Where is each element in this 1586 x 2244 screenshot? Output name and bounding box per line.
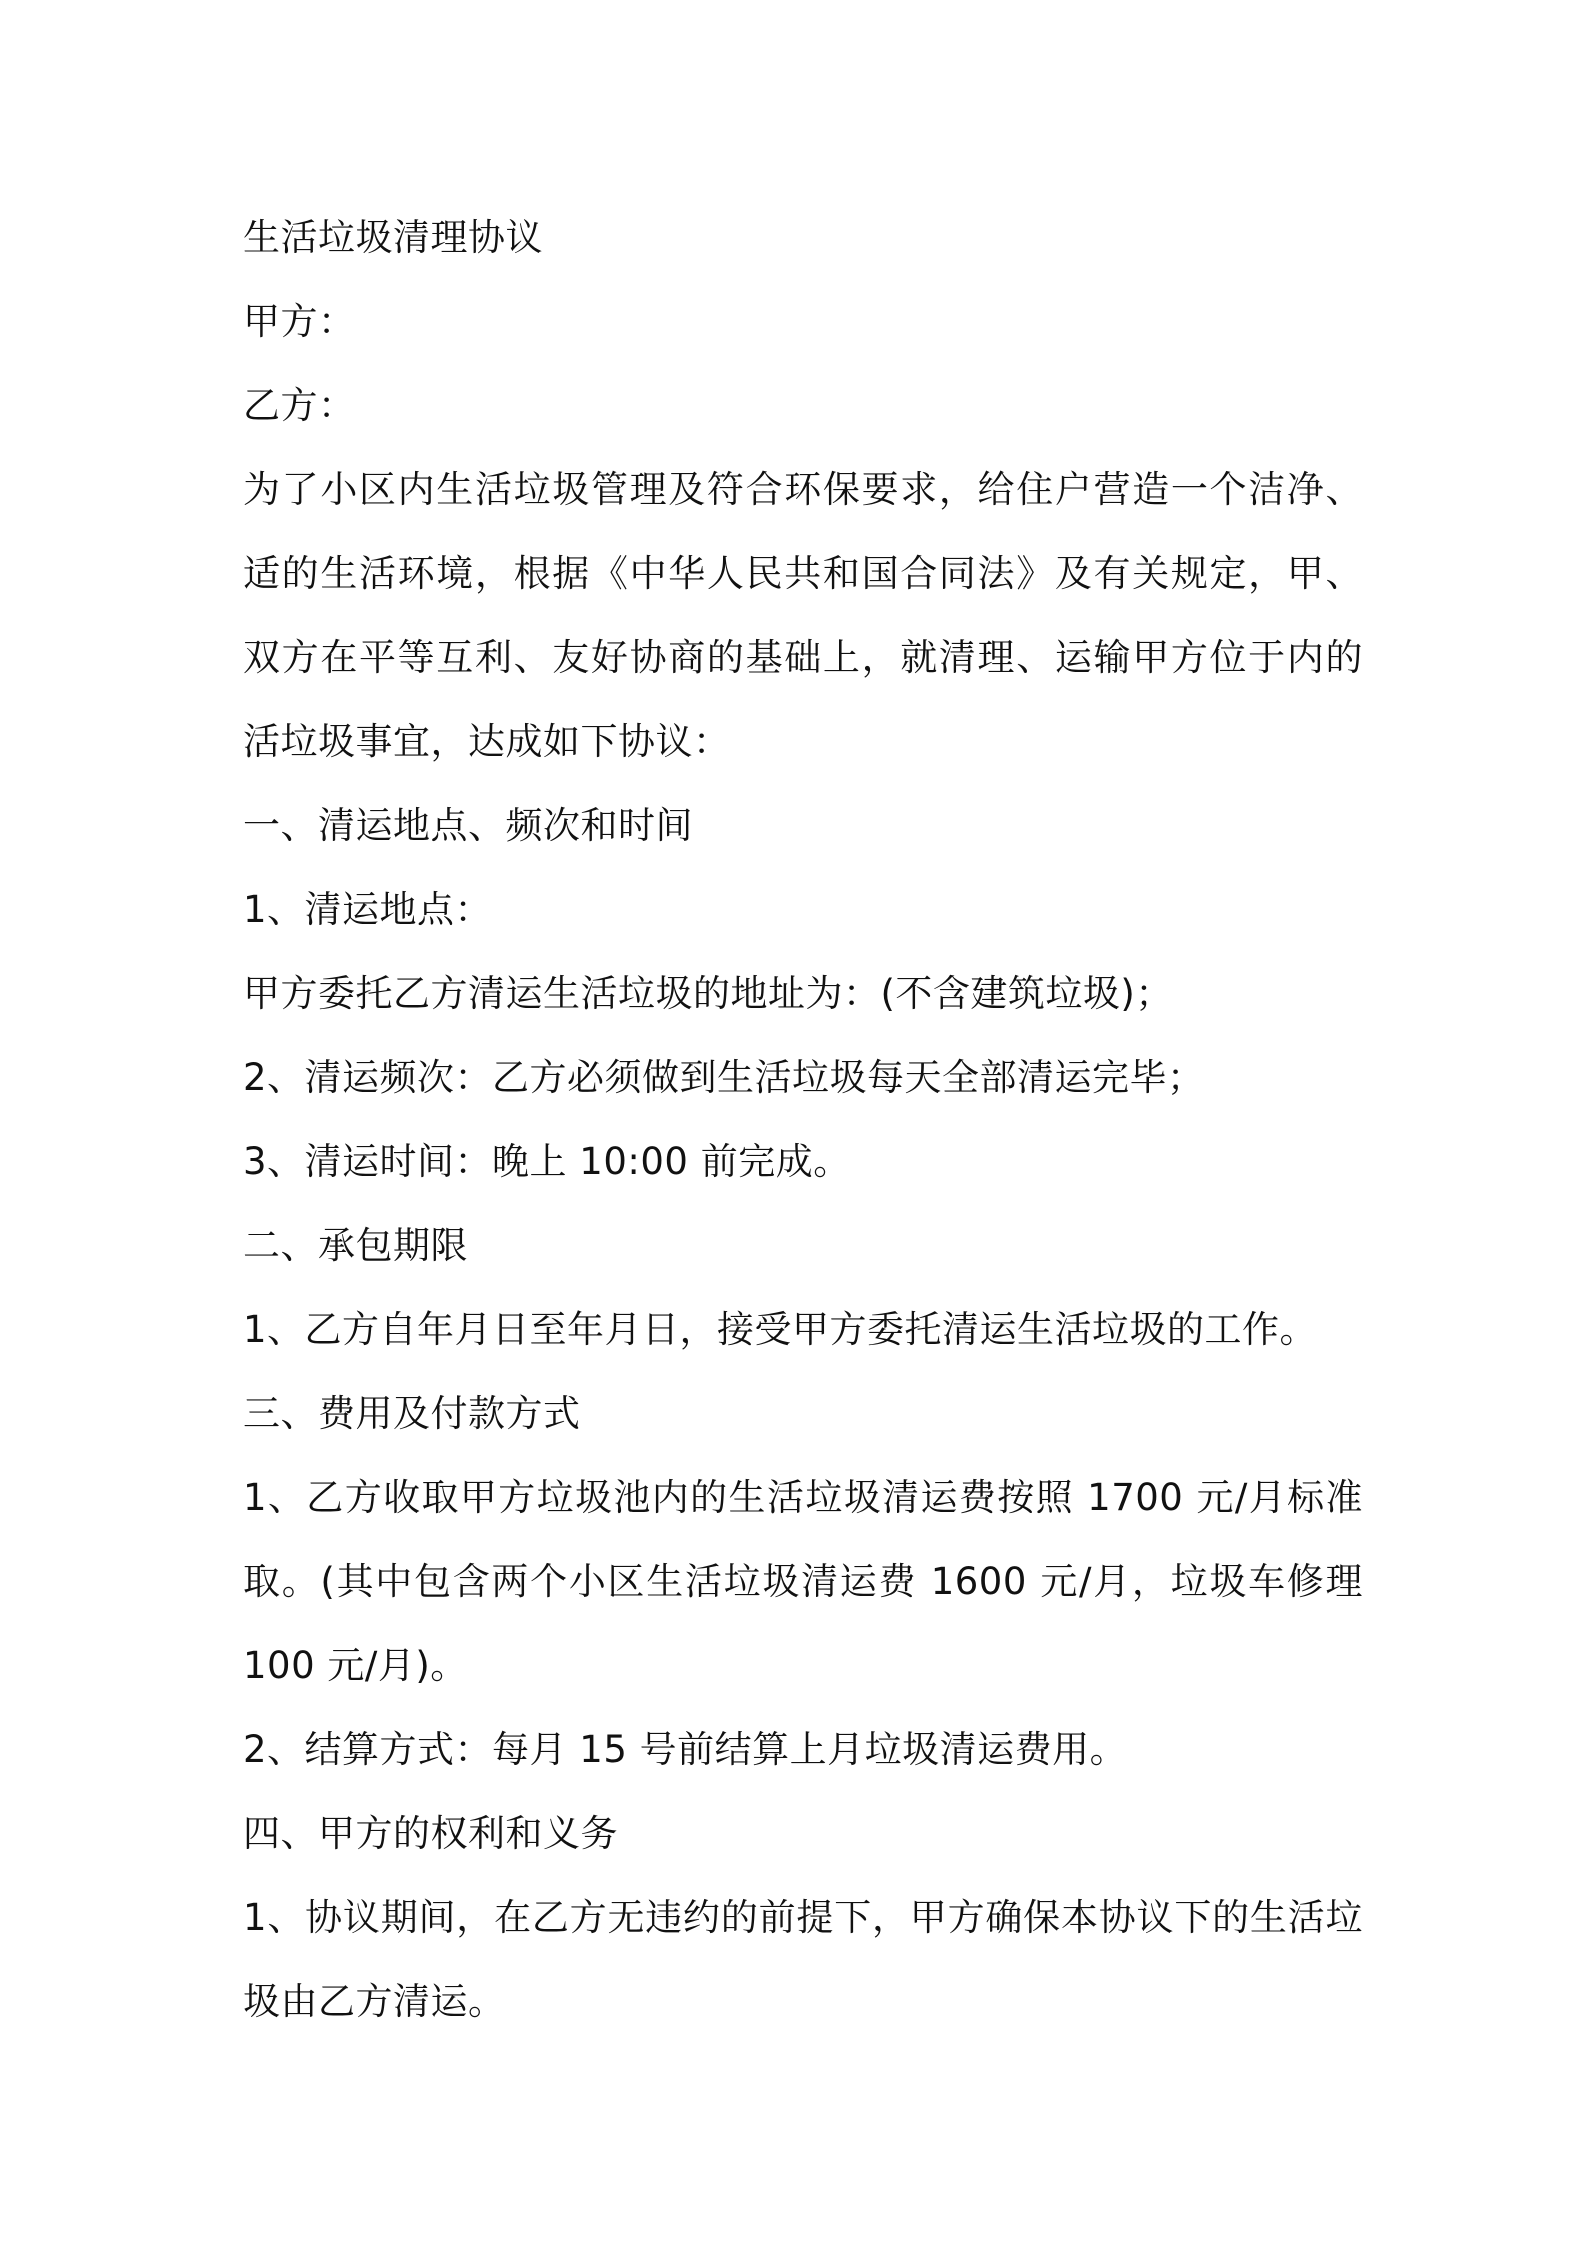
clause-item: 100 元/月)。 <box>243 1644 468 1687</box>
preamble-line: 适的生活环境，根据《中华人民共和国合同法》及有关规定，甲、 <box>243 552 1363 595</box>
section-heading: 二、承包期限 <box>243 1224 468 1267</box>
party-a-label: 甲方： <box>243 300 356 343</box>
clause-item: 1、乙方收取甲方垃圾池内的生活垃圾清运费按照 1700 元/月标准 <box>243 1476 1363 1519</box>
document-title: 生活垃圾清理协议 <box>243 216 543 259</box>
clause-item: 1、乙方自年月日至年月日，接受甲方委托清运生活垃圾的工作。 <box>243 1308 1318 1351</box>
section-heading: 四、甲方的权利和义务 <box>243 1812 618 1855</box>
clause-item: 取。(其中包含两个小区生活垃圾清运费 1600 元/月，垃圾车修理 <box>243 1560 1363 1603</box>
section-heading: 一、清运地点、频次和时间 <box>243 804 693 847</box>
document-body <box>243 196 1363 2044</box>
clause-item: 3、清运时间：晚上 10:00 前完成。 <box>243 1140 851 1183</box>
clause-item: 圾由乙方清运。 <box>243 1980 506 2023</box>
party-b-label: 乙方： <box>243 384 356 427</box>
clause-item: 2、清运频次：乙方必须做到生活垃圾每天全部清运完毕； <box>243 1056 1205 1099</box>
clause-item: 1、协议期间，在乙方无违约的前提下，甲方确保本协议下的生活垃 <box>243 1896 1363 1939</box>
preamble-line: 活垃圾事宜，达成如下协议： <box>243 720 731 763</box>
preamble-line: 双方在平等互利、友好协商的基础上，就清理、运输甲方位于内的 <box>243 636 1363 679</box>
clause-item: 2、结算方式：每月 15 号前结算上月垃圾清运费用。 <box>243 1728 1128 1771</box>
preamble-line: 为了小区内生活垃圾管理及符合环保要求，给住户营造一个洁净、 <box>243 468 1363 511</box>
clause-text: 甲方委托乙方清运生活垃圾的地址为：(不含建筑垃圾)； <box>243 972 1173 1015</box>
clause-item: 1、清运地点： <box>243 888 493 931</box>
section-heading: 三、费用及付款方式 <box>243 1392 581 1435</box>
